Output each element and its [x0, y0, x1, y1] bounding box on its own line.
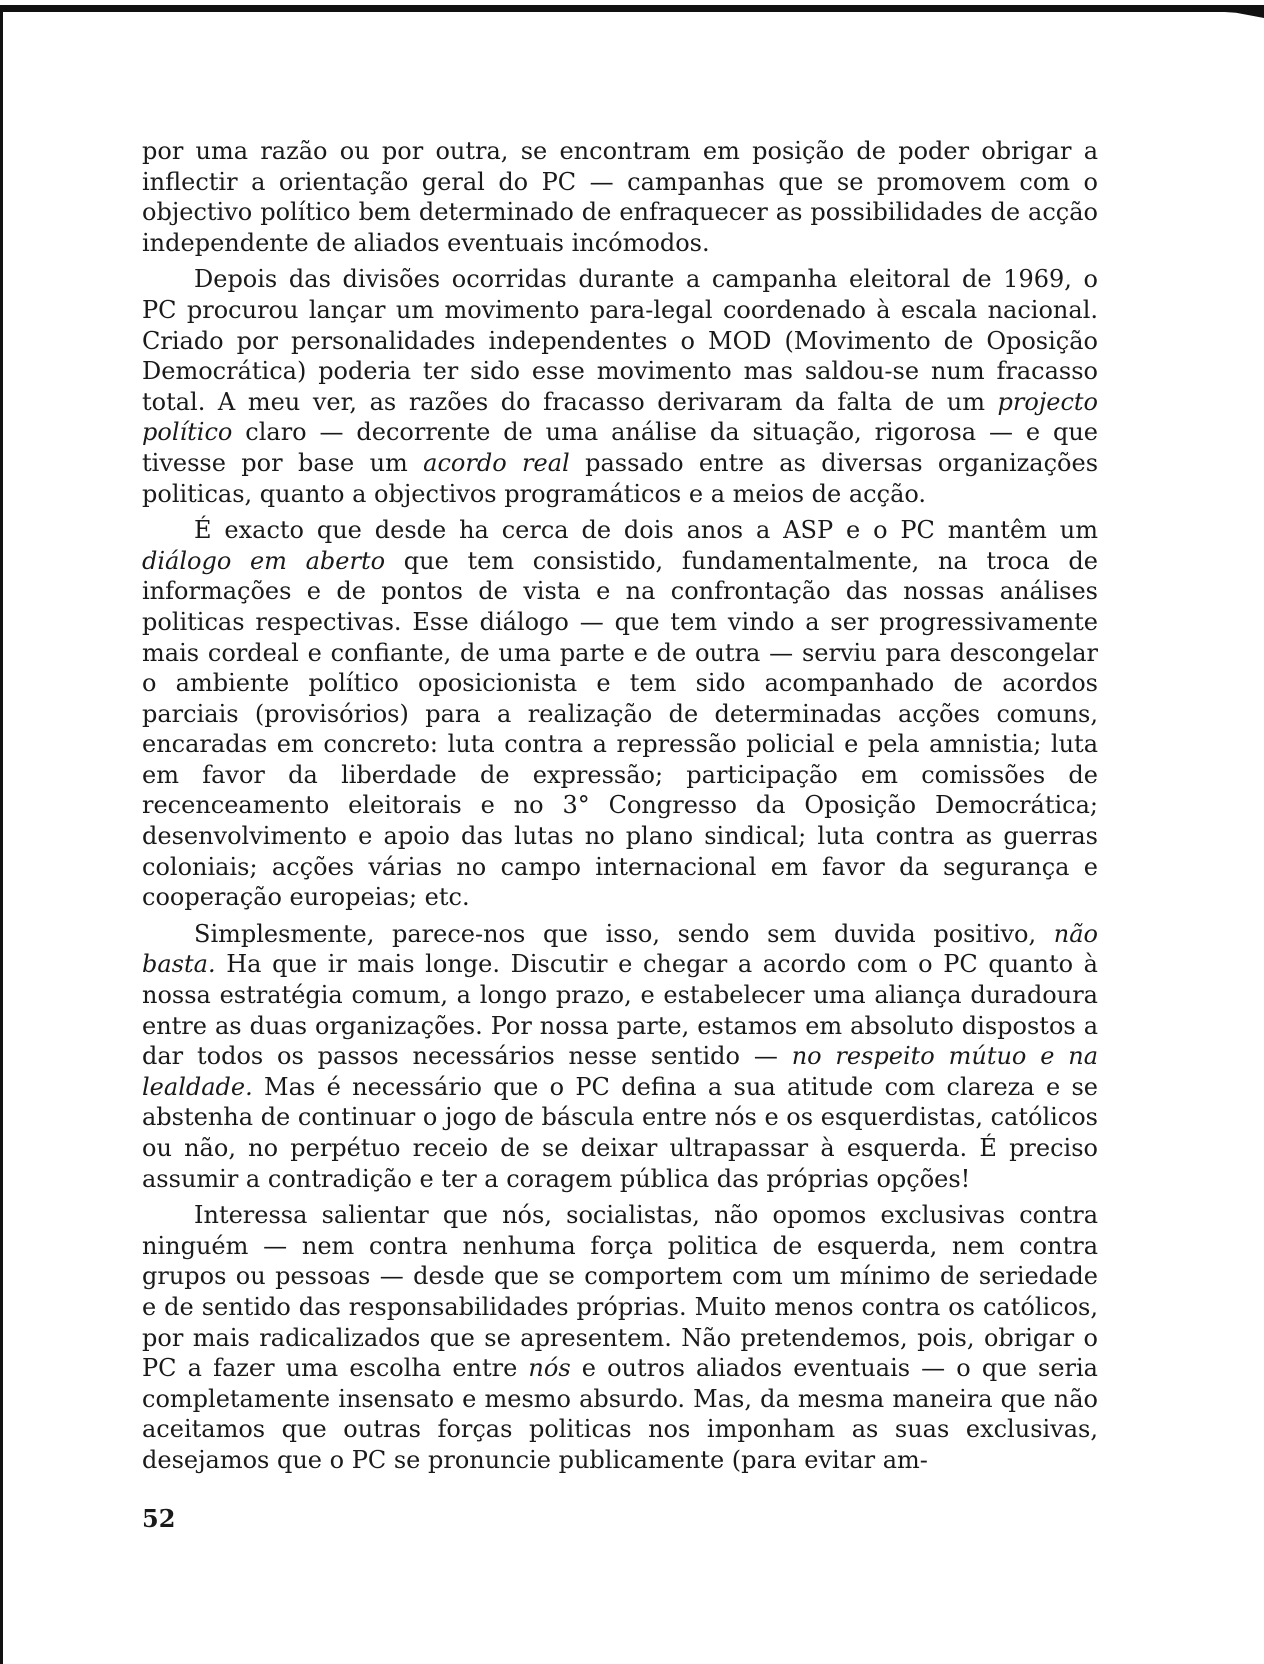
italic-phrase: acordo real: [423, 448, 570, 477]
text-run: É exacto que desde ha cerca de dois anos a ASP e o PC mantêm um: [194, 516, 1098, 545]
text-run: Mas é necessário que o PC defina a sua atitude com clareza e se abstenha de continuar o jogo de báscula entre nós e os esquerdistas, católicos ou não, no perpétuo receio de se deixar ultrapassar à esquerda. É preciso assumir a contradição e ter a coragem pública das próprias opções!: [142, 1072, 1098, 1193]
page-left-border: [0, 5, 3, 1664]
italic-phrase: diálogo em aberto: [142, 546, 386, 575]
paragraph: [142, 919, 1098, 1194]
paragraph: [142, 136, 1098, 258]
italic-phrase: nós: [528, 1354, 571, 1383]
text-run: e outros aliados eventuais — o que seria completamente insensato e mesmo absurdo. Mas, da mesma maneira que não aceitamos que outras forças politicas nos imponham as suas exclusivas, desejamos que o PC se pronuncie publicamente (para evitar am-: [142, 1354, 1098, 1474]
page-number: 52: [142, 1504, 176, 1533]
text-run: Interessa salientar que nós, socialistas, não opomos exclusivas contra ninguém — nem contra nenhuma força politica de esquerda, nem contra grupos ou pessoas — desde que se comportem com um mínimo de seriedade e de sentido das responsabilidades próprias. Muito menos contra os católicos, por mais radicalizados que se apresentem. Não pretendemos, pois, obrigar o PC a fazer uma escolha entre: [142, 1201, 1098, 1383]
italic-phrase: projecto político: [142, 387, 1098, 447]
text-run: passado entre as diversas organizações politicas, quanto a objectivos programáticos e a meios de acção.: [142, 448, 1099, 508]
text-run: Ha que ir mais longe. Discutir e chegar a acordo com o PC quanto à nossa estratégia comum, a longo prazo, e estabelecer uma aliança duradoura entre as duas organizações. Por nossa parte, estamos em absoluto dispostos a dar todos os passos necessários nesse sentido —: [142, 950, 1098, 1071]
page-body-text: [142, 136, 1098, 1482]
text-run: que tem consistido, fundamentalmente, na troca de informações e de pontos de vista e na confrontação das nossas análises politicas respectivas. Esse diálogo — que tem vindo a ser progressivamente mais cordeal e confiante, de uma parte e de outra — serviu para descongelar o ambiente político oposicionista e tem sido acompanhado de acordos parciais (provisórios) para a realização de determinadas acções comuns, encaradas em concreto: luta contra a repressão policial e pela amnistia; luta em favor da liberdade de expressão; participação em comissões de recenceamento eleitorais e no 3° Congresso da Oposição Democrática; desenvolvimento e apoio das lutas no plano sindical; luta contra as guerras coloniais; acções várias no campo internacional em favor da segurança e cooperação europeias; etc.: [142, 546, 1098, 912]
paragraph: [142, 264, 1098, 509]
text-run: Simplesmente, parece-nos que isso, sendo sem duvida positivo,: [194, 919, 1054, 948]
italic-phrase: não basta.: [142, 919, 1098, 979]
text-run: claro — decorrente de uma análise da situação, rigorosa — e que tivesse por base um: [142, 418, 1098, 477]
paragraph: [142, 515, 1098, 913]
text-run: Depois das divisões ocorridas durante a campanha eleitoral de 1969, o PC procurou lançar um movimento para-legal coordenado à escala nacional. Criado por personalidades independentes o MOD (Movimento de Oposição Democrática) poderia ter sido esse movimento mas saldou-se num fracasso total. A meu ver, as razões do fracasso derivaram da falta de um: [142, 265, 1098, 416]
paragraph: [142, 1200, 1098, 1475]
italic-phrase: no respeito mútuo e na lealdade.: [142, 1042, 1099, 1101]
text-run: por uma razão ou por outra, se encontram em posição de poder obrigar a inflectir a orientação geral do PC — campanhas que se promovem com o objectivo político bem determinado de enfraquecer as possibilidades de acção independente de aliados eventuais incómodos.: [142, 137, 1098, 257]
page-top-border: [0, 5, 1264, 12]
